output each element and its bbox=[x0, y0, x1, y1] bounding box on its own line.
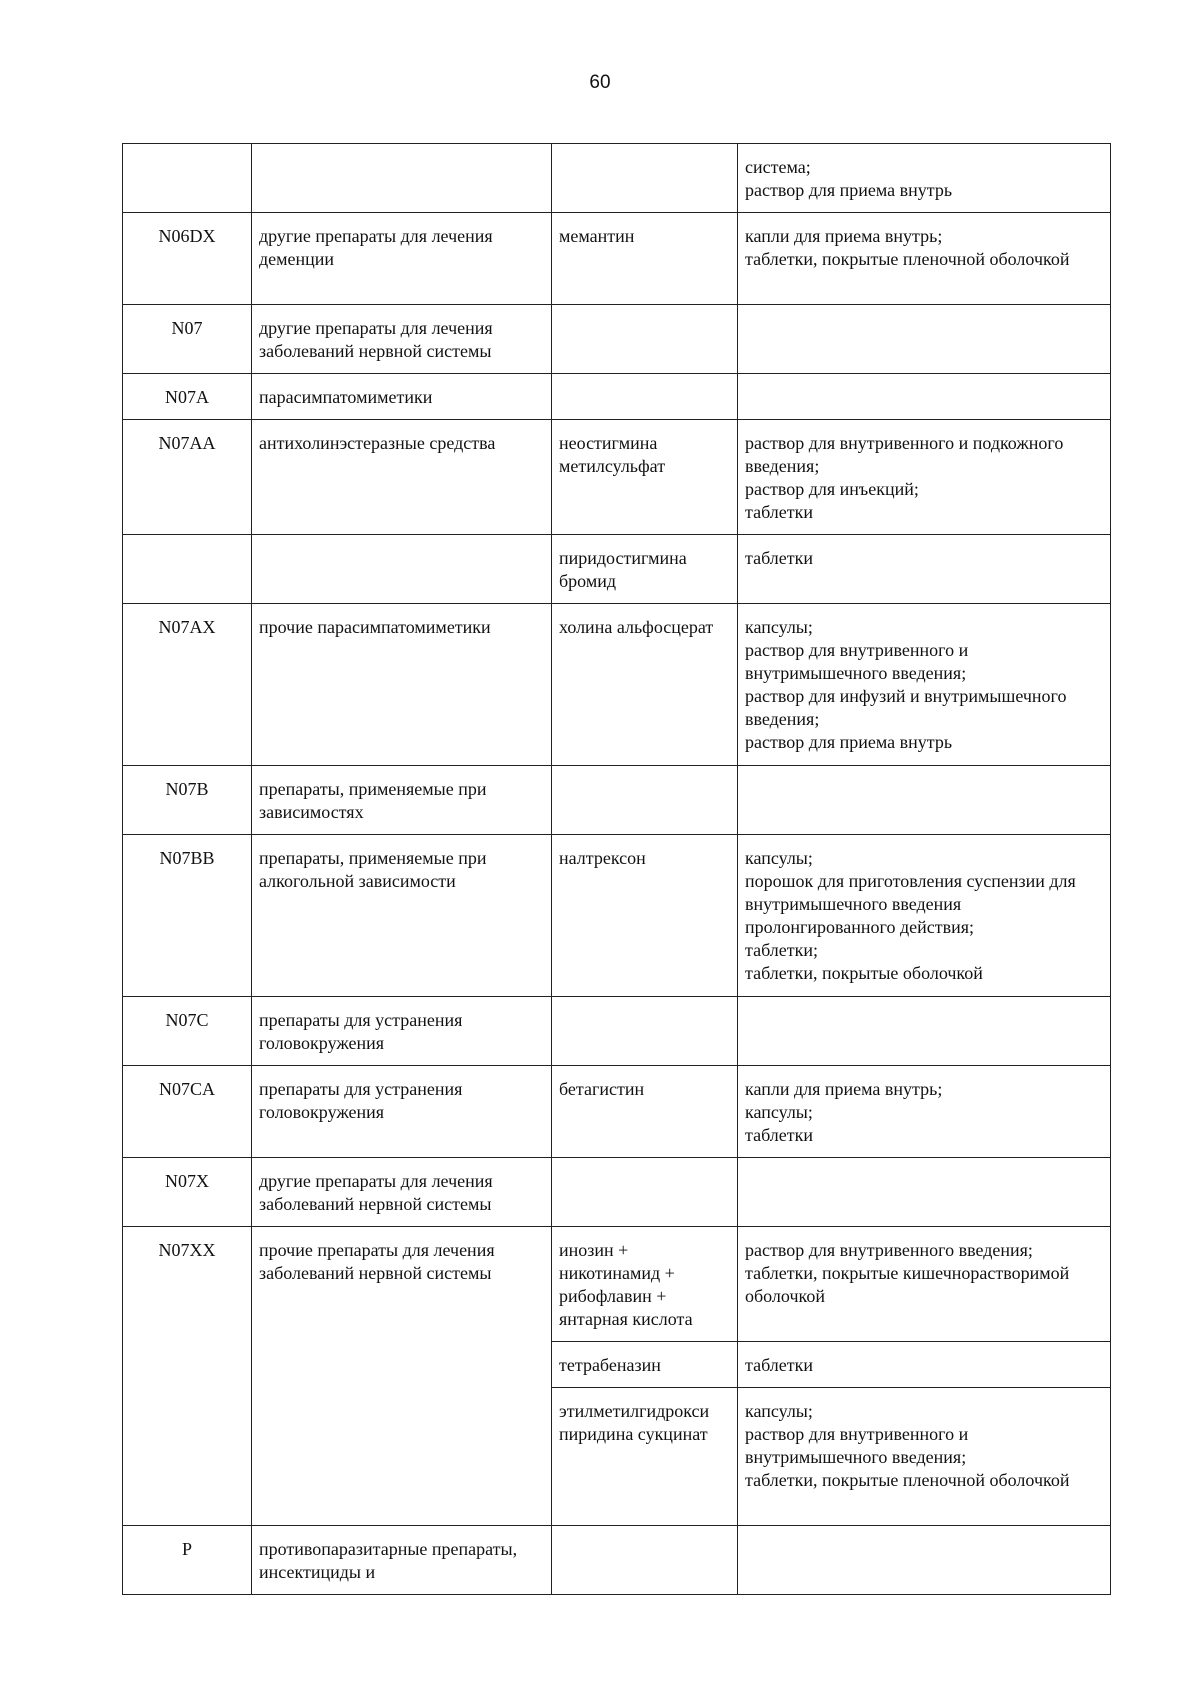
dosage-forms-cell: капсулы; раствор для внутривенного и внутримышечного введения; таблетки, покрытые пленочной оболочкой bbox=[738, 1388, 1111, 1526]
group-cell bbox=[252, 535, 552, 604]
atc-code-cell: N07BB bbox=[123, 835, 252, 997]
atc-code-cell: N07B bbox=[123, 766, 252, 835]
atc-code-cell: N07X bbox=[123, 1158, 252, 1227]
dosage-forms-cell bbox=[738, 1526, 1111, 1595]
atc-code-cell: N07A bbox=[123, 374, 252, 420]
dosage-forms-cell: таблетки bbox=[738, 535, 1111, 604]
drug-table bbox=[122, 143, 1111, 1595]
atc-code-cell bbox=[123, 144, 252, 213]
drug-name-cell: этилметилгидрокси пиридина сукцинат bbox=[552, 1388, 738, 1526]
dosage-forms-cell bbox=[738, 1158, 1111, 1227]
drug-name-cell: инозин + никотинамид + рибофлавин + янтарная кислота bbox=[552, 1227, 738, 1342]
table-row bbox=[123, 420, 1111, 535]
group-cell: препараты, применяемые при зависимостях bbox=[252, 766, 552, 835]
drug-name-cell: мемантин bbox=[552, 213, 738, 305]
drug-name-cell: холина альфосцерат bbox=[552, 604, 738, 766]
group-cell: препараты для устранения головокружения bbox=[252, 1066, 552, 1158]
drug-name-cell bbox=[552, 766, 738, 835]
group-cell: другие препараты для лечения заболеваний нервной системы bbox=[252, 1158, 552, 1227]
group-cell: другие препараты для лечения заболеваний нервной системы bbox=[252, 305, 552, 374]
atc-code-cell: N07CA bbox=[123, 1066, 252, 1158]
table-row bbox=[123, 1526, 1111, 1595]
table-row bbox=[123, 835, 1111, 997]
dosage-forms-cell bbox=[738, 305, 1111, 374]
group-cell bbox=[252, 144, 552, 213]
table-row bbox=[123, 144, 1111, 213]
group-cell: препараты для устранения головокружения bbox=[252, 997, 552, 1066]
atc-code-cell: N07 bbox=[123, 305, 252, 374]
drug-name-cell: бетагистин bbox=[552, 1066, 738, 1158]
group-cell: прочие парасимпатомиметики bbox=[252, 604, 552, 766]
table-row bbox=[123, 305, 1111, 374]
group-cell: препараты, применяемые при алкогольной зависимости bbox=[252, 835, 552, 997]
dosage-forms-cell: раствор для внутривенного и подкожного введения; раствор для инъекций; таблетки bbox=[738, 420, 1111, 535]
table-row bbox=[123, 604, 1111, 766]
drug-name-cell: неостигмина метилсульфат bbox=[552, 420, 738, 535]
drug-name-cell bbox=[552, 997, 738, 1066]
dosage-forms-cell: раствор для внутривенного введения; таблетки, покрытые кишечнорастворимой оболочкой bbox=[738, 1227, 1111, 1342]
table-row bbox=[123, 1227, 1111, 1342]
table-row bbox=[123, 535, 1111, 604]
atc-code-cell: P bbox=[123, 1526, 252, 1595]
atc-code-cell bbox=[123, 535, 252, 604]
dosage-forms-cell: капсулы; раствор для внутривенного и внутримышечного введения; раствор для инфузий и внутримышечного введения; раствор для приема внутрь bbox=[738, 604, 1111, 766]
dosage-forms-cell bbox=[738, 374, 1111, 420]
table-row bbox=[123, 997, 1111, 1066]
group-cell: парасимпатомиметики bbox=[252, 374, 552, 420]
drug-name-cell bbox=[552, 1158, 738, 1227]
dosage-forms-cell: капсулы; порошок для приготовления суспензии для внутримышечного введения пролонгированного действия; таблетки; таблетки, покрытые оболочкой bbox=[738, 835, 1111, 997]
page-number: 60 bbox=[589, 72, 611, 93]
table-row bbox=[123, 374, 1111, 420]
dosage-forms-cell: капли для приема внутрь; таблетки, покрытые пленочной оболочкой bbox=[738, 213, 1111, 305]
drug-name-cell bbox=[552, 1526, 738, 1595]
group-cell: антихолинэстеразные средства bbox=[252, 420, 552, 535]
atc-code-cell: N07AA bbox=[123, 420, 252, 535]
table-row bbox=[123, 1158, 1111, 1227]
dosage-forms-cell: таблетки bbox=[738, 1342, 1111, 1388]
drug-name-cell bbox=[552, 144, 738, 213]
group-cell: противопаразитарные препараты, инсектициды и bbox=[252, 1526, 552, 1595]
table-row bbox=[123, 766, 1111, 835]
table-row bbox=[123, 213, 1111, 305]
drug-name-cell bbox=[552, 374, 738, 420]
drug-name-cell: налтрексон bbox=[552, 835, 738, 997]
dosage-forms-cell bbox=[738, 997, 1111, 1066]
atc-code-cell: N07XX bbox=[123, 1227, 252, 1526]
dosage-forms-cell: система; раствор для приема внутрь bbox=[738, 144, 1111, 213]
dosage-forms-cell bbox=[738, 766, 1111, 835]
dosage-forms-cell: капли для приема внутрь; капсулы; таблетки bbox=[738, 1066, 1111, 1158]
drug-name-cell: пиридостигмина бромид bbox=[552, 535, 738, 604]
table-row bbox=[123, 1066, 1111, 1158]
group-cell: прочие препараты для лечения заболеваний нервной системы bbox=[252, 1227, 552, 1526]
drug-name-cell bbox=[552, 305, 738, 374]
atc-code-cell: N07C bbox=[123, 997, 252, 1066]
atc-code-cell: N07AX bbox=[123, 604, 252, 766]
atc-code-cell: N06DX bbox=[123, 213, 252, 305]
group-cell: другие препараты для лечения деменции bbox=[252, 213, 552, 305]
drug-name-cell: тетрабеназин bbox=[552, 1342, 738, 1388]
